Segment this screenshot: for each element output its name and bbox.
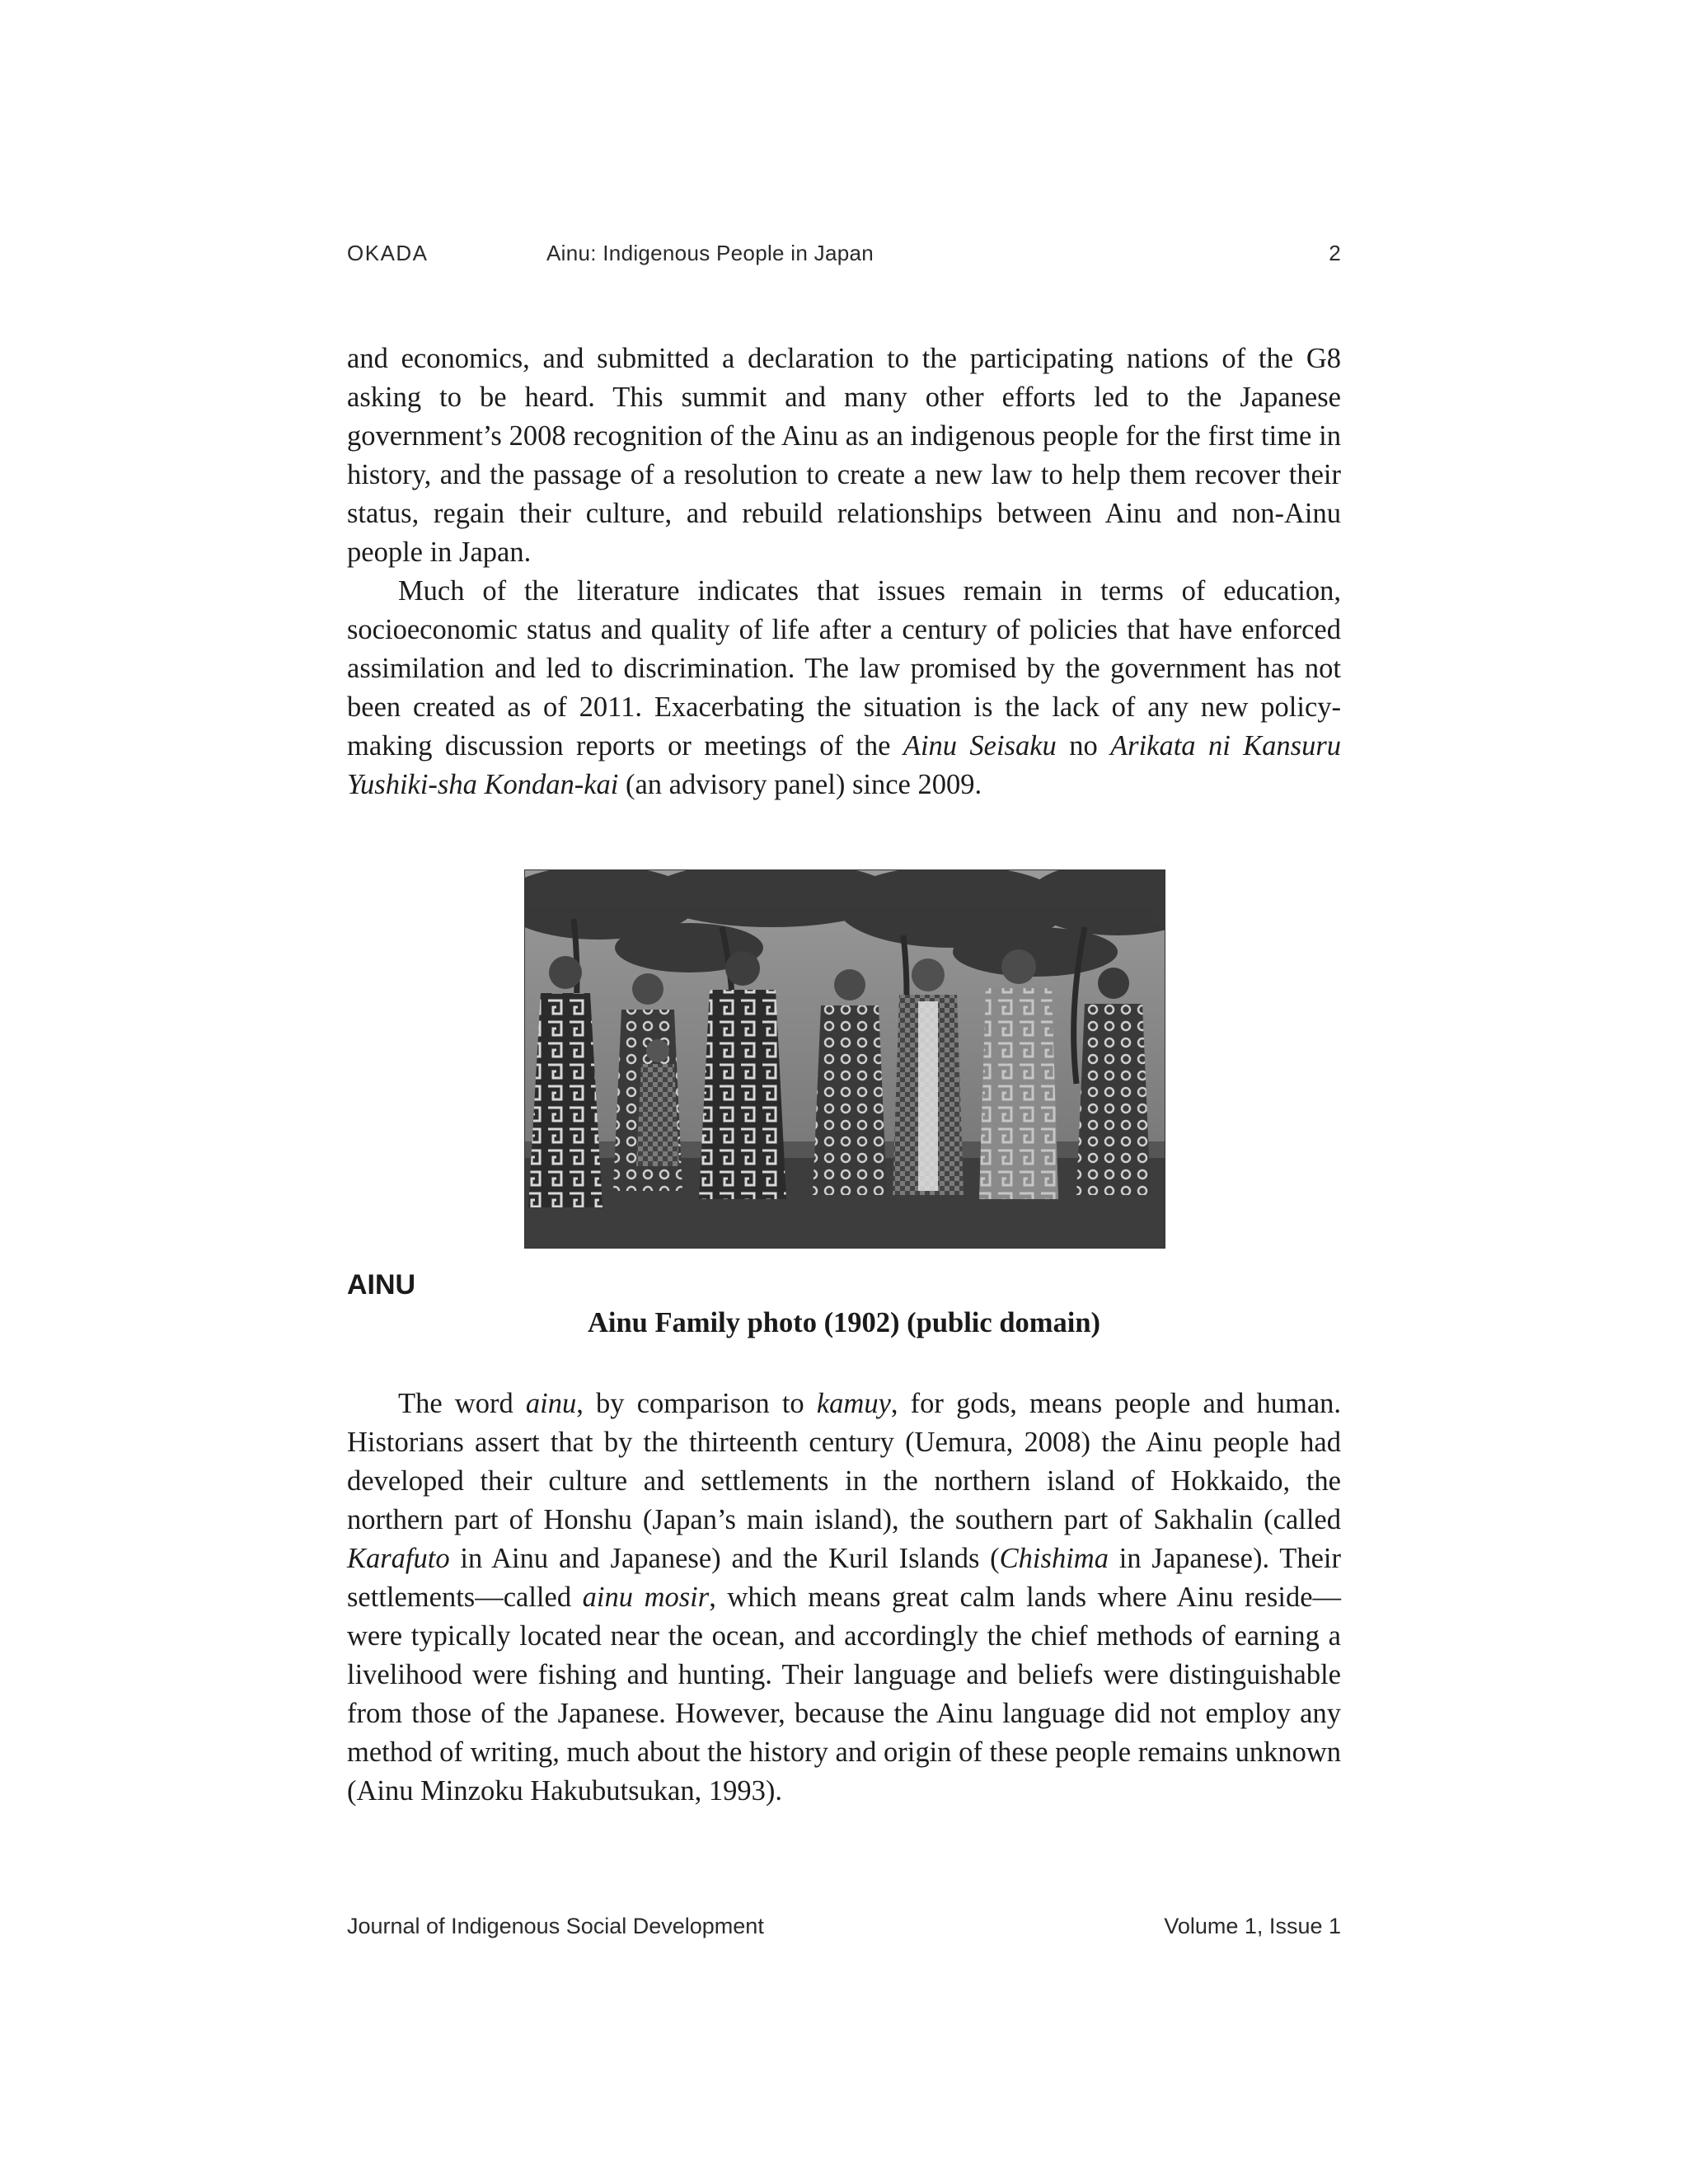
paragraph-1: and economics, and submitted a declaration to the participating nations of the G8 asking to be heard. This summit and many other efforts led to the Japanese government’s 2008 recognition of the Ainu as an indigenous people for the first time in history, and the passage of a resolution to create a new law to help them recover their status, regain their culture, and rebuild relationships between Ainu and non-Ainu people in Japan. — [347, 343, 1341, 568]
body-text-upper — [347, 340, 1341, 804]
running-head-title: Ainu: Indigenous People in Japan — [546, 241, 874, 265]
footer-volume-issue: Volume 1, Issue 1 — [1164, 1914, 1341, 1938]
body-text-lower — [347, 1385, 1341, 1811]
running-head-author: OKADA — [347, 241, 429, 265]
footer-journal-name: Journal of Indigenous Social Development — [347, 1914, 764, 1938]
ainu-family-photo — [524, 869, 1165, 1249]
figure-caption: Ainu Family photo (1902) (public domain) — [587, 1307, 1101, 1338]
paragraph-2: Much of the literature indicates that issues remain in terms of education, socioeconomic status and quality of life after a century of policies that have enforced assimilation and led to discrimination. The law promised by the government has not been created as of 2011. Exacerbating the situation is the lack of any new policy-making discussion reports or meetings of the Ainu Seisaku no Arikata ni Kansuru Yushiki-sha Kondan-kai (an advisory panel) since 2009. — [347, 575, 1342, 800]
section-heading: AINU — [347, 1269, 416, 1301]
footer — [347, 1914, 1341, 1947]
page-number: 2 — [1329, 241, 1341, 265]
running-head — [347, 241, 1341, 274]
paragraph-3: The word ainu, by comparison to kamuy, for gods, means people and human. Historians assert that by the thirteenth century (Uemura, 2008) the Ainu people had developed their culture and settlements in the northern island of Hokkaido, the northern part of Honshu (Japan’s main island), the southern part of Sakhalin (called Karafuto in Ainu and Japanese) and the Kuril Islands (Chishima in Japanese). Their settlements—called ainu mosir, which means great calm lands where Ainu reside—were typically located near the ocean, and accordingly the chief methods of earning a livelihood were fishing and hunting. Their language and beliefs were distinguishable from those of the Japanese. However, because the Ainu language did not employ any method of writing, much about the history and origin of these people remains unknown (Ainu Minzoku Hakubutsukan, 1993). — [347, 1388, 1342, 1807]
